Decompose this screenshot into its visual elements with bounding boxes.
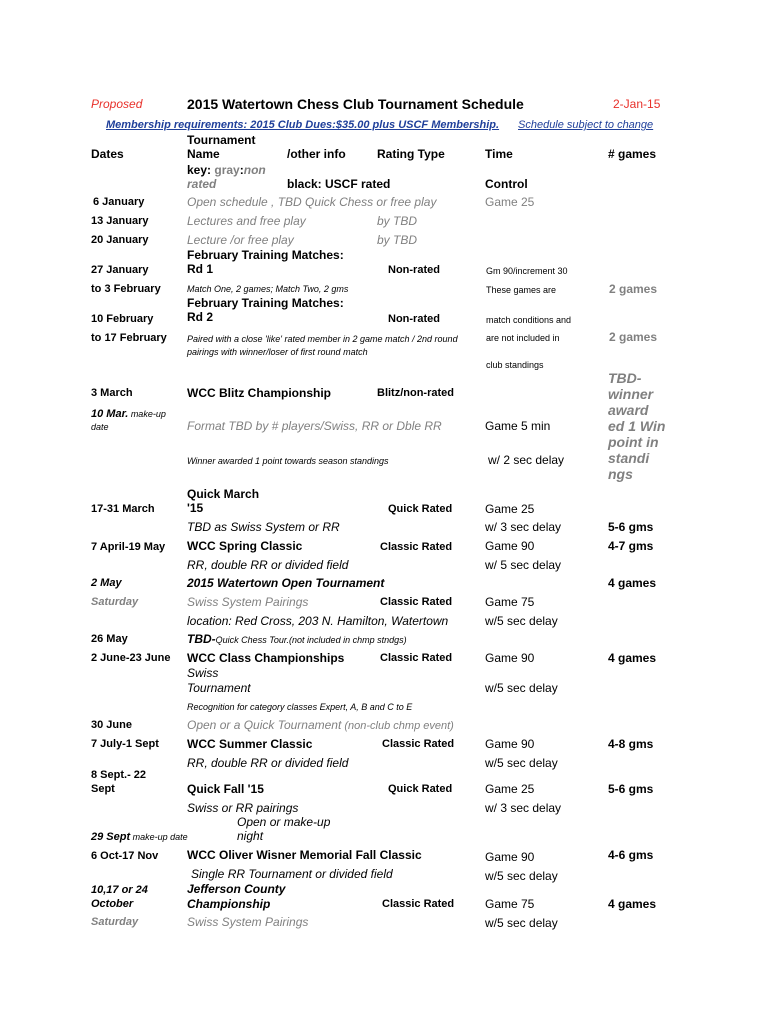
event-note: (non-club chmp event) [341,720,454,732]
row-date [91,408,171,434]
tbd-label: TBD- [187,632,216,646]
membership-requirements: Membership requirements: 2015 Club Dues:$35.00 plus USCF Membership. [106,119,500,131]
blitz-winner-note: TBD- winner award ed 1 Win point in standi ngs [608,370,666,482]
row-time: Game 90 [485,539,535,553]
row-date: 3 March [91,387,133,399]
col-name: Name [187,147,220,161]
row-sub: Swiss System Pairings [187,595,309,609]
row-time: Gm 90/increment 30 [486,266,568,276]
row-name: WCC Class Championships [187,651,345,665]
col-tournament: Tournament [187,133,256,147]
schedule-note: Schedule subject to change [518,119,654,131]
row-sub: RR, double RR or divided field [187,558,349,572]
row-name: Lectures and free play [187,214,306,228]
row-date: 8 Sept.- 22 [91,769,147,781]
row-date: 10 February [91,313,154,325]
row-name [187,632,407,646]
row-time: w/ 3 sec delay [485,801,562,815]
row-sub: Swiss or RR pairings [187,801,299,815]
row-time: Game 25 [485,782,535,796]
row-games: 4-6 gms [608,848,654,862]
key-label: key: [187,163,212,177]
col-rating-type: Rating Type [377,147,445,161]
row-games: 4 games [608,897,657,911]
row-note: Paired with a close 'like' rated member in 2 game match / 2nd round pairings with winner/loser of first round match [187,334,458,357]
row-date: 2 May [91,577,122,589]
row-date: 6 January [93,196,145,208]
row-name: Quick Fall '15 [187,782,264,796]
row-rating: Blitz/non-rated [377,387,454,399]
row-games: 5-6 gms [608,782,654,796]
row-time: w/5 sec delay [485,756,558,770]
row-date: 10,17 or 24 [91,884,148,896]
row-note: Match One, 2 games; Match Two, 2 gms [187,284,349,294]
row-games: 4-8 gms [608,737,654,751]
key-rated: rated [187,177,217,191]
row-name: WCC Oliver Wisner Memorial Fall Classic [187,848,422,862]
key-colon: : [239,163,244,177]
row-date [91,831,188,844]
row-time: w/5 sec delay [485,614,558,628]
document-date: 2-Jan-15 [613,97,661,111]
row-sub: TBD as Swiss System or RR [187,520,340,534]
row-name: '15 [187,501,204,515]
row-time: w/5 sec delay [485,681,558,695]
col-control: Control [485,177,528,191]
row-games: 4-7 gms [608,539,654,553]
row-rating: Classic Rated [380,596,453,608]
row-note: Recognition for category classes Expert, A, B and C to E [187,702,413,712]
row-date: 17-31 March [91,503,155,515]
col-other-info: /other info [287,147,346,161]
row-time: w/ 2 sec delay [488,453,565,467]
key-gray: gray [214,163,240,177]
row-date: 26 May [91,633,128,645]
row-date: Sept [91,783,115,795]
row-games: 4 games [608,651,657,665]
col-time: Time [485,147,513,161]
col-dates: Dates [91,147,124,161]
row-date: 7 April-19 May [91,541,166,553]
date-note: make-up date [91,409,166,432]
row-rating: Non-rated [388,313,440,325]
row-rating: Classic Rated [380,652,453,664]
row-time: Game 90 [485,651,535,665]
row-date: 7 July-1 Sept [91,738,159,750]
row-date: 6 Oct-17 Nov [91,850,159,862]
row-date: October [91,898,134,910]
row-games: 2 games [609,330,658,344]
row-name: 2015 Watertown Open Tournament [187,576,385,590]
row-rating: Quick Rated [388,783,453,795]
row-date: to 17 February [91,332,167,344]
row-time: w/ 3 sec delay [485,520,562,534]
row-games: 5-6 gms [608,520,654,534]
row-time: club standings [486,360,544,370]
row-sub: RR, double RR or divided field [187,756,349,770]
proposed-label: Proposed [91,97,143,111]
row-date: 13 January [91,215,149,227]
row-time: Game 5 min [485,419,551,433]
key-black: black: USCF rated [287,177,391,191]
row-name: Quick March [187,487,260,501]
row-rating: Quick Rated [388,503,453,515]
date-note: make-up date [130,832,188,842]
col-games: # games [608,147,657,161]
row-name: February Training Matches: [187,296,344,310]
row-name: February Training Matches: [187,248,344,262]
row-name: Lecture /or free play [187,233,294,247]
row-rating: Classic Rated [382,738,455,750]
row-time: Game 90 [485,737,535,751]
row-games: 2 games [609,282,658,296]
row-date: Saturday [91,916,139,928]
row-name: Open schedule , TBD Quick Chess or free play [187,195,437,209]
row-time: Game 25 [485,502,535,516]
date-main: 10 Mar. [91,408,129,420]
row-sub: Swiss System Pairings [187,915,309,929]
row-name: Format TBD by # players/Swiss, RR or Dble RR [187,419,442,433]
row-name: Rd 1 [187,262,214,276]
tbd-note: Quick Chess Tour.(not included in chmp stndgs) [215,635,407,645]
row-date: 30 June [91,719,132,731]
row-rating: by TBD [377,233,418,247]
row-time: w/ 5 sec delay [485,558,562,572]
row-time: are not included in [486,333,560,343]
row-date: 2 June-23 June [91,652,171,664]
event-name: Open or a Quick Tournament [187,718,342,732]
row-sub: Swiss [187,666,219,680]
row-sub: Single RR Tournament or divided field [191,867,393,881]
row-name [187,718,454,733]
row-date: 20 January [91,234,149,246]
page-title: 2015 Watertown Chess Club Tournament Schedule [187,96,524,112]
row-sub: night [237,829,264,843]
row-name: WCC Spring Classic [187,539,303,553]
date-main: 29 Sept [91,831,131,843]
row-name: Rd 2 [187,310,214,324]
row-time: Game 25 [485,195,535,209]
row-name: WCC Blitz Championship [187,386,331,400]
row-time: Game 75 [485,897,535,911]
row-time: Game 75 [485,595,535,609]
row-time: These games are [486,285,557,295]
key-non: non [243,163,266,177]
row-rating: Non-rated [388,264,440,276]
row-time: match conditions and [486,315,572,325]
row-rating: Classic Rated [380,541,453,553]
key-legend [187,163,266,177]
row-date: to 3 February [91,283,161,295]
row-date: Saturday [91,596,139,608]
row-date: 27 January [91,264,149,276]
row-rating: by TBD [377,214,418,228]
row-name: Jefferson County [187,882,286,896]
row-sub: Open or make-up [237,815,331,829]
row-games: 4 games [608,576,657,590]
row-sub: Tournament [187,681,251,695]
row-name: WCC Summer Classic [187,737,313,751]
row-time: w/5 sec delay [485,916,558,930]
row-note: Winner awarded 1 point towards season standings [187,456,389,466]
row-rating: Classic Rated [382,898,455,910]
row-name: Championship [187,897,271,911]
row-time: Game 90 [485,850,535,864]
row-location: location: Red Cross, 203 N. Hamilton, Watertown [187,614,449,628]
row-time: w/5 sec delay [485,869,558,883]
